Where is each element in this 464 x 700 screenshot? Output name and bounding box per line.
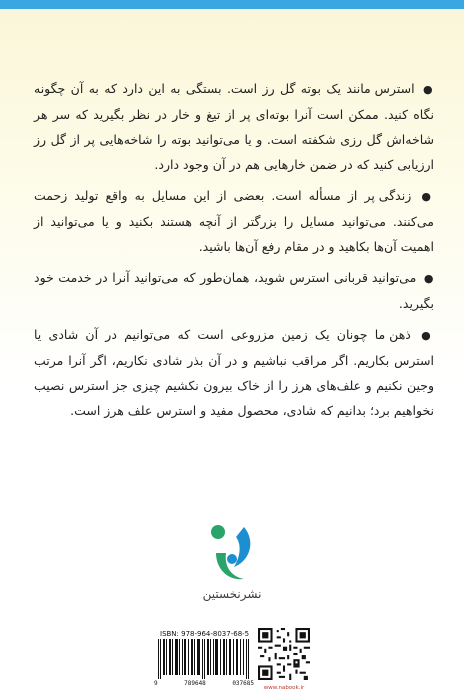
barcode-digit-group: 037685 bbox=[232, 680, 254, 687]
publisher-logo-icon bbox=[206, 523, 258, 585]
bullet-icon: ● bbox=[421, 329, 434, 342]
publisher-name: نشرنخستین bbox=[202, 587, 262, 601]
publisher-website: www.nabook.ir bbox=[263, 685, 305, 691]
isbn-label: ISBN: 978-964-8037-68-5 bbox=[160, 630, 250, 638]
bullet-icon: ● bbox=[422, 83, 434, 96]
bullet-icon: ● bbox=[423, 272, 434, 285]
barcode-icon bbox=[158, 639, 250, 679]
paragraph-text: استرس مانند یک بوته گل رز است. بستگی به این دارد که به آن چگونه نگاه کنید. ممکن است آنرا بوته‌ای پر از تیغ و خار در نظر بگیرید که سر هر شاخه‌اش گل رزی شکفته است. و یا می‌توانید بوته را شاخه‌هایی پر از گل رز ارزیابی کنید که در ضمن خارهایی هم در آن وجود دارد. bbox=[34, 81, 434, 172]
top-accent-bar bbox=[0, 0, 464, 9]
publisher-logo bbox=[190, 523, 274, 613]
qr-code bbox=[258, 628, 312, 692]
back-cover-text bbox=[34, 76, 434, 429]
barcode-digits bbox=[154, 680, 254, 687]
paragraph-text: می‌توانید قربانی استرس شوید، همان‌طور که می‌توانید آنرا در خدمت خود بگیرید. bbox=[34, 270, 434, 311]
paragraph-life-problems bbox=[34, 183, 434, 259]
qr-code-icon bbox=[258, 628, 310, 680]
barcode-digit-group: 9 bbox=[154, 680, 158, 687]
bullet-icon: ● bbox=[421, 190, 434, 203]
barcode-digit-group: 789648 bbox=[184, 680, 206, 687]
paragraph-rose-analogy bbox=[34, 76, 434, 177]
paragraph-text: زندگی پر از مسأله است. بعضی از این مسایل به واقع تولید زحمت می‌کنند. می‌توانید مسایل را بزرگتر از آنچه هستند بکنید و یا می‌توانید از اهمیت آن‌ها بکاهید و در مقام رفع آن‌ها باشید. bbox=[34, 188, 434, 254]
paragraph-mind-field bbox=[34, 322, 434, 423]
paragraph-victim bbox=[34, 265, 434, 316]
paragraph-text: ذهن ما چونان یک زمین مزروعی است که می‌توانیم در آن شادی یا استرس بکاریم. اگر مراقب نباشیم و در آن بذر شادی نکاریم، اگر آنرا مرتب وجین نکنیم و علف‌های هرز را از خاک بیرون نکشیم چیزی جز استرس نصیب نخواهیم برد؛ بدانیم که شادی، محصول مفید و استرس علف هرز است. bbox=[34, 327, 434, 418]
